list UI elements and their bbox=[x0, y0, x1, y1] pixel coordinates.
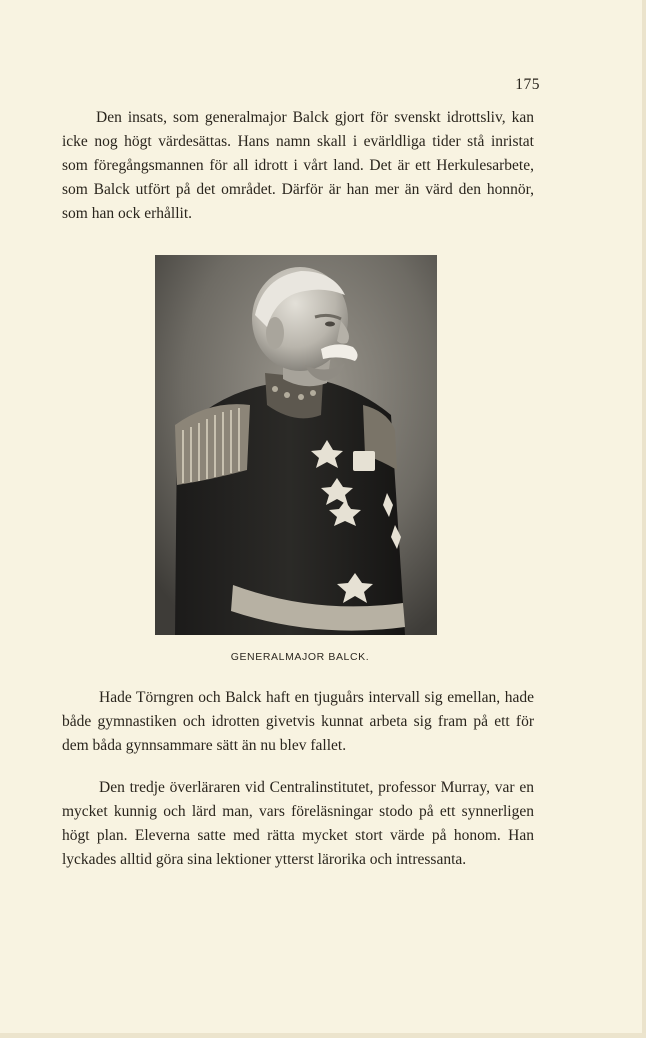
portrait-photo bbox=[155, 255, 437, 635]
paragraph-3: Den tredje överläraren vid Centralinstitutet, professor Murray, var en mycket kunnig och lärd man, vars föreläsningar stodo på ett synnerligen högt plan. Eleverna satte med rätta mycket stort värde på honom. Han lyckades alltid göra sina lektioner ytterst lärorika och intressanta. bbox=[62, 779, 534, 868]
page-edge-bottom bbox=[0, 1033, 646, 1038]
paragraph-1: Den insats, som generalmajor Balck gjort för svenskt idrottsliv, kan icke nog högt värdesättas. Hans namn skall i evärldliga tider stå inristat som föregångsmannen för all idrott i vårt land. Det är ett Herkulesarbete, som Balck utfört på det området. Därför är han mer än värd den honnör, som han ock erhållit. bbox=[62, 109, 534, 222]
figure-caption: GENERALMAJOR BALCK. bbox=[230, 651, 370, 663]
paragraph-2: Hade Törngren och Balck haft en tjuguårs intervall sig emellan, hade både gymnastiken och idrotten givetvis kunnat arbeta sig fram på ett för dem båda gynnsammare sätt än nu blev fallet. bbox=[62, 689, 534, 754]
page-edge bbox=[642, 0, 646, 1038]
page-number: 175 bbox=[515, 76, 540, 93]
